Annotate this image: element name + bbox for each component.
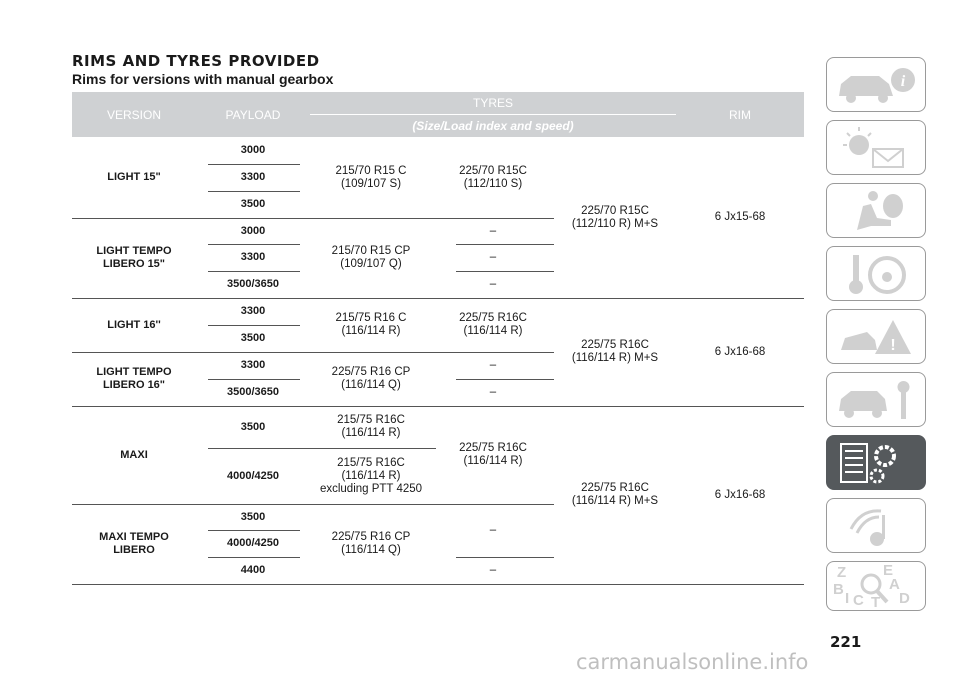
- version-light-15: LIGHT 15": [107, 171, 161, 183]
- header-tyres: TYRES: [310, 92, 676, 114]
- payload-cell: 4000/4250: [227, 537, 279, 549]
- tyre-optional: –: [489, 278, 497, 290]
- index-letter: I: [845, 590, 850, 607]
- tyre-standard: 215/75 R16C (116/114 R): [337, 414, 405, 439]
- tech-data-gear-icon[interactable]: [826, 435, 926, 490]
- payload-cell: 3300: [240, 305, 266, 317]
- alphabetical-index-icon[interactable]: [826, 561, 926, 611]
- key-steering-wheel-icon[interactable]: [826, 246, 926, 301]
- watermark: carmanualsonline.info: [576, 650, 809, 674]
- index-letter: A: [889, 576, 900, 593]
- tyre-optional: 225/70 R15C (112/110 S): [459, 164, 527, 190]
- tyre-standard: 215/70 R15 C (109/107 S): [335, 164, 407, 190]
- index-letter: Z: [837, 564, 847, 581]
- tyre-optional: 225/75 R16C (116/114 R): [459, 312, 527, 337]
- tyre-optional: –: [489, 524, 497, 536]
- tyre-standard: 225/75 R16 CP (116/114 Q): [331, 531, 411, 556]
- index-letter: B: [833, 581, 844, 598]
- car-accident-warning-icon[interactable]: [826, 309, 926, 364]
- version-maxi: MAXI: [120, 448, 148, 461]
- tyre-winter: 225/75 R16C (116/114 R) M+S: [571, 482, 659, 507]
- tyre-optional: –: [489, 224, 497, 237]
- tyre-winter: 225/75 R16C (116/114 R) M+S: [571, 339, 659, 364]
- tyre-winter: 225/70 R15C (112/110 R) M+S: [571, 204, 659, 230]
- payload-cell: 3300: [240, 359, 266, 371]
- svg-text:!: !: [890, 337, 896, 354]
- payload-cell: 4400: [240, 564, 266, 576]
- rim-cell: 6 Jx15-68: [714, 211, 766, 223]
- tyre-optional: 225/75 R16C (116/114 R): [459, 442, 527, 467]
- page-title: RIMS AND TYRES PROVIDED: [72, 52, 320, 70]
- index-letter: E: [883, 562, 894, 579]
- car-wrench-icon[interactable]: [826, 372, 926, 427]
- index-letter: T: [871, 594, 881, 611]
- index-letter: D: [899, 590, 910, 607]
- warning-light-message-icon[interactable]: [826, 120, 926, 175]
- payload-cell: 4000/4250: [227, 469, 279, 482]
- payload-cell: 3000: [240, 224, 266, 237]
- payload-cell: 3500/3650: [227, 278, 279, 290]
- page-number: 221: [830, 633, 862, 651]
- payload-cell: 3500: [240, 420, 266, 433]
- payload-cell: 3000: [240, 144, 266, 156]
- version-light-tempo-libero-16: LIGHT TEMPO LIBERO 16": [96, 366, 172, 391]
- rim-cell: 6 Jx16-68: [714, 488, 766, 501]
- car-info-icon[interactable]: [826, 57, 926, 112]
- payload-cell: 3500: [240, 198, 266, 210]
- rim-cell: 6 Jx16-68: [714, 345, 766, 358]
- tyre-standard: 225/75 R16 CP (116/114 Q): [331, 366, 411, 391]
- header-tyres-sub: (Size/Load index and speed): [310, 115, 676, 137]
- payload-cell: 3500: [240, 332, 266, 344]
- header-payload: PAYLOAD: [196, 92, 310, 137]
- version-light-16: LIGHT 16'': [107, 318, 161, 331]
- tyre-standard: 215/75 R16C (116/114 R) excluding PTT 4250: [319, 456, 423, 495]
- tyre-optional: –: [489, 251, 497, 263]
- header-version: VERSION: [72, 92, 196, 137]
- payload-cell: 3500/3650: [227, 386, 279, 398]
- header-rim: RIM: [676, 92, 804, 137]
- payload-cell: 3300: [240, 171, 266, 183]
- payload-cell: 3300: [240, 251, 266, 263]
- svg-text:i: i: [900, 73, 906, 90]
- page-subtitle: Rims for versions with manual gearbox: [72, 71, 334, 87]
- tyre-standard: 215/75 R16 C (116/114 R): [335, 312, 407, 337]
- version-light-tempo-libero-15: LIGHT TEMPO LIBERO 15": [96, 245, 172, 270]
- airbag-seat-icon[interactable]: [826, 183, 926, 238]
- tyre-optional: –: [489, 564, 497, 576]
- index-letter: C: [853, 592, 864, 609]
- tyre-optional: –: [489, 386, 497, 398]
- tyre-standard: 215/70 R15 CP (109/107 Q): [331, 245, 411, 270]
- tyre-optional: –: [489, 359, 497, 371]
- rims-tyres-table: [72, 92, 804, 587]
- multimedia-icon[interactable]: [826, 498, 926, 553]
- version-maxi-tempo-libero: MAXI TEMPO LIBERO: [99, 531, 169, 556]
- payload-cell: 3500: [240, 510, 266, 523]
